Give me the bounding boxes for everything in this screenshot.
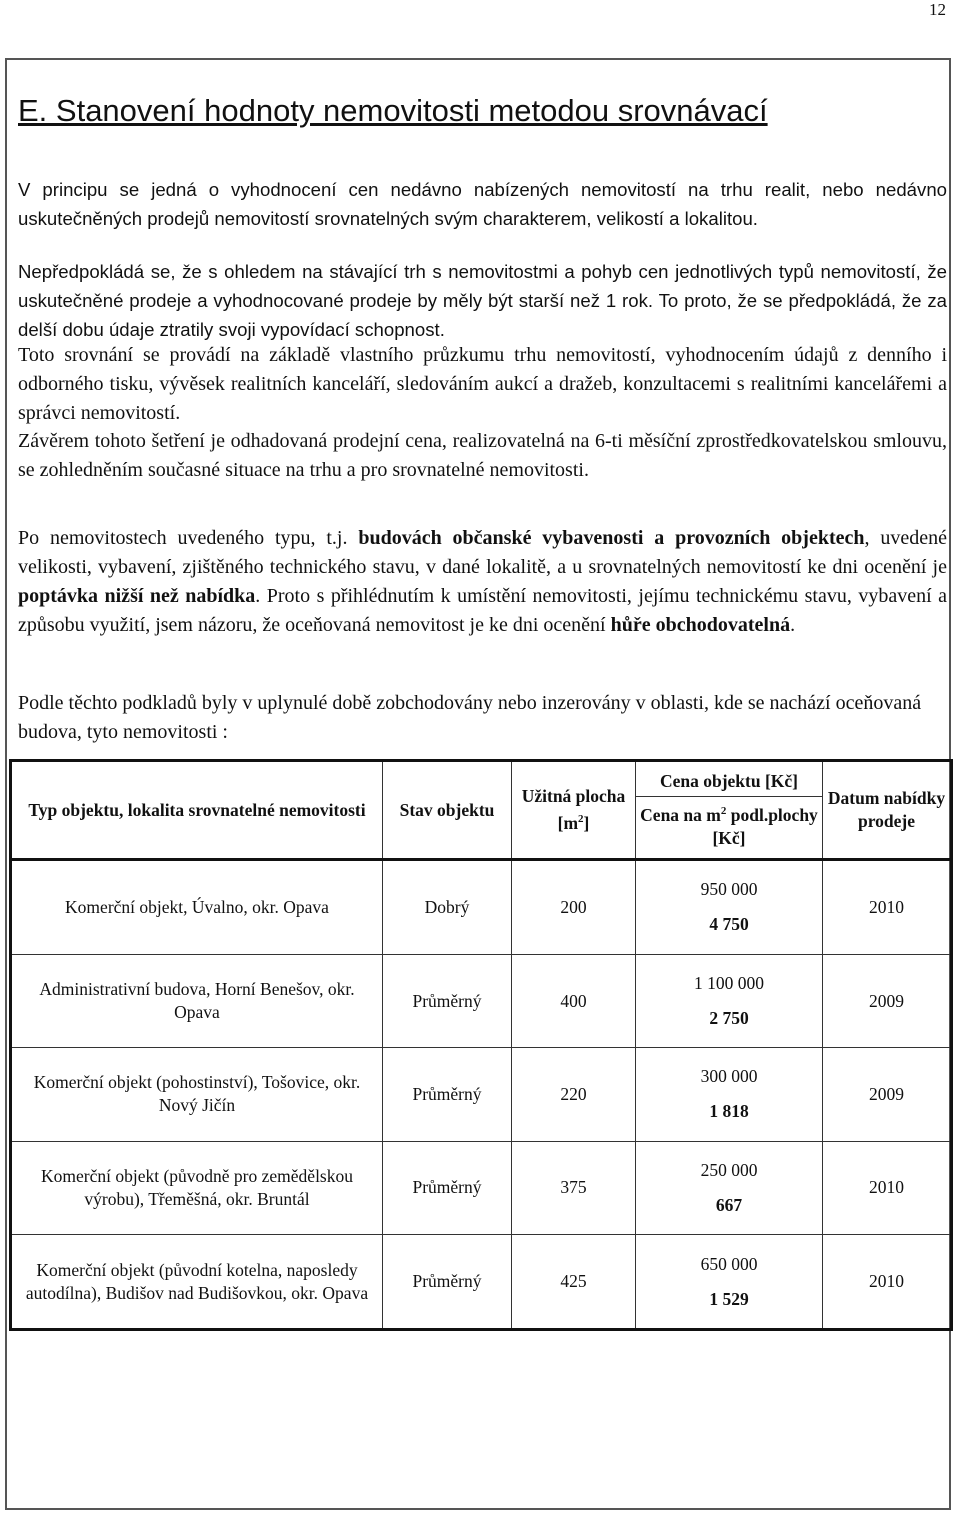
cell-year: 2010 xyxy=(823,1235,952,1330)
cell-year: 2010 xyxy=(823,1141,952,1234)
price-per-m2: 1 529 xyxy=(709,1288,749,1309)
header-area-unit-end: ] xyxy=(583,812,590,833)
cell-type: Administrativní budova, Horní Benešov, okr. Opava xyxy=(11,954,383,1047)
cell-area: 375 xyxy=(512,1141,636,1234)
cell-state: Průměrný xyxy=(383,1141,512,1234)
paragraph-table-intro: Podle těchto podkladů byly v uplynulé době zobchodovány nebo inzerovány v oblasti, kde se nachází oceňovaná budova, tyto nemovitosti : xyxy=(18,692,922,743)
price-total: 1 100 000 xyxy=(694,973,764,994)
cell-state: Průměrný xyxy=(383,1235,512,1330)
cell-area: 200 xyxy=(512,860,636,955)
header-type: Typ objektu, lokalita srovnatelné nemovitosti xyxy=(11,761,383,860)
cell-state: Dobrý xyxy=(383,860,512,955)
header-price-per-m2-sup: 2 xyxy=(720,805,727,818)
header-area-label: Užitná plocha xyxy=(521,786,626,807)
cell-type: Komerční objekt (původní kotelna, naposledy autodílna), Budišov nad Budišovkou, okr. Opava xyxy=(11,1235,383,1330)
cell-year: 2009 xyxy=(823,954,952,1047)
price-total: 950 000 xyxy=(700,879,758,900)
paragraph-conclusion: Závěrem tohoto šetření je odhadovaná prodejní cena, realizovatelná na 6-ti měsíční zprostředkovatelskou smlouvu, se zohledněním současné situace na trhu a pro srovnatelné nemovitosti. xyxy=(18,430,947,481)
paragraph-comparison: Toto srovnání se provádí na základě vlastního průzkumu trhu nemovitostí, vyhodnocením údajů z denního i odborného tisku, vývěsek realitních kanceláří, sledováním aukcí a dražeb, konzultacemi s realitními kancelářemi a správci nemovitostí. xyxy=(18,344,947,424)
price-per-m2: 667 xyxy=(715,1194,743,1215)
cell-year: 2009 xyxy=(823,1048,952,1141)
paragraph-assumption: Nepředpokládá se, že s ohledem na stávající trh s nemovitostmi a pohyb cen jednotlivých typů nemovitostí, že uskutečněné prodeje a vyhodnocované prodeje by měly být starší než 1 rok. To proto, že se předpokládá, že za delší dobu údaje ztratily svoji vypovídací schopnost. xyxy=(18,261,947,340)
price-total: 250 000 xyxy=(700,1159,758,1180)
header-price xyxy=(636,761,823,860)
comparison-table xyxy=(9,759,953,1331)
cell-type: Komerční objekt (původně pro zemědělskou výrobu), Třeměšná, okr. Bruntál xyxy=(11,1141,383,1234)
cell-price xyxy=(636,1235,823,1330)
price-per-m2: 4 750 xyxy=(709,914,749,935)
text-run: , uvedené velikosti, vybavení, zjištěného technického stavu, v dané lokalitě, a u srovnatelných nemovitostí ke dni ocenění je xyxy=(18,527,947,578)
cell-price xyxy=(636,954,823,1047)
text-run: . xyxy=(790,614,796,636)
table-row xyxy=(11,1235,952,1330)
header-price-per-m2-label: Cena na m xyxy=(640,804,721,825)
cell-state: Průměrný xyxy=(383,1048,512,1141)
cell-type: Komerční objekt, Úvalno, okr. Opava xyxy=(11,860,383,955)
header-area-sup: 2 xyxy=(578,813,584,826)
table-row xyxy=(11,860,952,955)
header-price-total: Cena objektu [Kč] xyxy=(636,767,822,797)
table-row xyxy=(11,954,952,1047)
cell-price xyxy=(636,860,823,955)
bold-run: poptávka nižší než nabídka xyxy=(18,585,256,607)
price-total: 300 000 xyxy=(700,1066,758,1087)
header-state: Stav objektu xyxy=(383,761,512,860)
bold-run: hůře obchodovatelná xyxy=(610,614,791,636)
paragraph-principle: V principu se jedná o vyhodnocení cen nedávno nabízených nemovitostí na trhu realit, nebo nedávno uskutečněných prodejů nemovitostí srovnatelných svým charakterem, velikostí a lokalitou. xyxy=(18,179,947,229)
text-run: Po nemovitostech uvedeného typu, t.j. xyxy=(18,527,359,549)
table-row xyxy=(11,1048,952,1141)
page-number: 12 xyxy=(929,0,946,19)
bold-run: budovách občanské vybavenosti a provozních objektech xyxy=(358,527,865,549)
cell-price xyxy=(636,1141,823,1234)
cell-year: 2010 xyxy=(823,860,952,955)
price-total: 650 000 xyxy=(700,1253,758,1274)
text-run: . Proto s přihlédnutím k umístění nemovitosti, jejímu technickému stavu, vybavení a způsobu využití, jsem názoru, že oceňovaná nemovitost je ke dni ocenění xyxy=(18,585,947,636)
cell-area: 220 xyxy=(512,1048,636,1141)
table-row xyxy=(11,1141,952,1234)
price-per-m2: 2 750 xyxy=(709,1008,749,1029)
header-date: Datum nabídky prodeje xyxy=(823,761,952,860)
section-title: E. Stanovení hodnoty nemovitosti metodou srovnávací xyxy=(18,93,768,128)
header-price-per-m2-label-end: podl.plochy [Kč] xyxy=(712,804,818,848)
cell-state: Průměrný xyxy=(383,954,512,1047)
header-area-unit: [m xyxy=(557,812,579,833)
table-header-row xyxy=(11,761,952,860)
cell-price xyxy=(636,1048,823,1141)
header-price-per-m2 xyxy=(636,797,822,853)
cell-area: 400 xyxy=(512,954,636,1047)
price-per-m2: 1 818 xyxy=(709,1101,749,1122)
cell-area: 425 xyxy=(512,1235,636,1330)
cell-type: Komerční objekt (pohostinství), Tošovice, okr. Nový Jičín xyxy=(11,1048,383,1141)
header-area xyxy=(512,761,636,860)
paragraph-market-assessment xyxy=(18,524,947,640)
